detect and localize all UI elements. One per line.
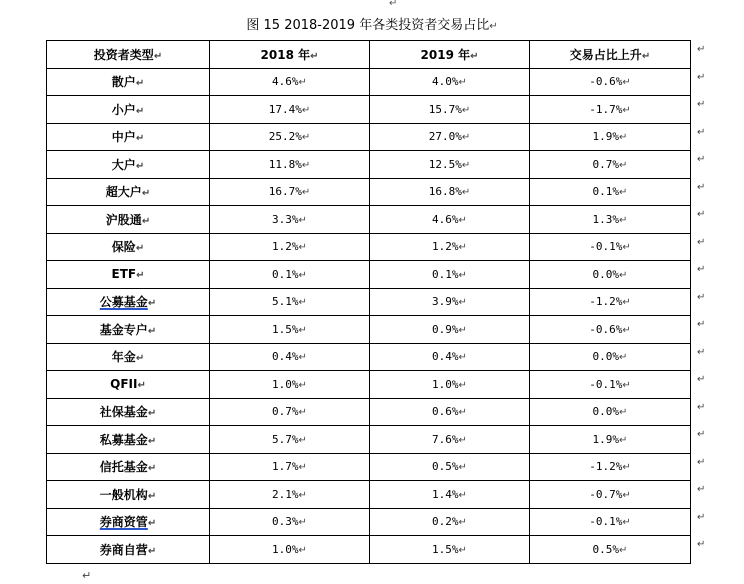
cell-mark: ↵ <box>310 50 319 62</box>
investor-type-cell-text: 散户 <box>111 75 136 90</box>
table-row <box>47 68 691 96</box>
cell-mark: ↵ <box>141 188 151 200</box>
cell-mark: ↵ <box>298 462 307 474</box>
investor-type-cell-text: 公募基金 <box>99 295 148 310</box>
investor-type-cell <box>47 371 210 399</box>
table-row <box>47 151 691 179</box>
table-row <box>47 481 691 509</box>
cell-mark: ↵ <box>619 269 628 281</box>
share-2019-cell-text: 1.0% <box>432 377 459 391</box>
investor-type-cell <box>47 481 210 509</box>
share-change-cell <box>530 508 691 536</box>
share-2019-cell <box>370 536 530 564</box>
share-2018-cell-text: 2.1% <box>272 487 299 501</box>
share-change-cell <box>530 151 691 179</box>
share-change-cell-text: -0.6% <box>589 322 623 336</box>
cell-mark: ↵ <box>298 434 307 446</box>
table-caption <box>0 14 744 33</box>
header-change: 交易占比上升↵ <box>530 41 691 69</box>
table-row <box>47 426 691 454</box>
share-change-cell <box>530 178 691 206</box>
cell-mark: ↵ <box>641 50 651 62</box>
cell-mark: ↵ <box>298 544 307 556</box>
cell-mark: ↵ <box>458 489 467 501</box>
investor-type-cell <box>47 288 210 316</box>
cell-mark: ↵ <box>461 159 471 171</box>
share-2019-cell-text: 0.9% <box>432 322 459 336</box>
cell-mark: ↵ <box>135 133 145 145</box>
share-2018-cell <box>210 453 370 481</box>
table-row <box>47 343 691 371</box>
header-2018: 2018 年↵ <box>210 41 370 69</box>
share-2018-cell-text: 5.1% <box>272 295 299 309</box>
cell-mark: ↵ <box>137 380 146 392</box>
share-2018-cell <box>210 123 370 151</box>
cell-mark: ↵ <box>298 324 307 336</box>
share-2019-cell-text: 0.6% <box>432 405 459 419</box>
share-2018-cell-text: 1.7% <box>272 460 299 474</box>
investor-type-cell <box>47 123 210 151</box>
cell-mark: ↵ <box>135 353 145 365</box>
cell-mark: ↵ <box>147 408 157 420</box>
cell-mark: ↵ <box>147 325 157 337</box>
share-change-cell-text: -1.7% <box>589 102 623 116</box>
caption-text: 图 15 2018-2019 年各类投资者交易占比 <box>246 18 490 33</box>
paragraph-mark: ↵ <box>82 569 92 582</box>
investor-type-cell-text: 年金 <box>111 350 136 365</box>
share-change-cell-text: 0.0% <box>592 350 620 364</box>
cell-mark: ↵ <box>622 517 631 529</box>
share-change-cell <box>530 453 691 481</box>
share-2019-cell <box>370 151 530 179</box>
share-2018-cell <box>210 206 370 234</box>
investor-type-cell-text: 保险 <box>111 240 136 255</box>
investor-type-cell <box>47 508 210 536</box>
share-2018-cell <box>210 68 370 96</box>
row-end-mark: ↵ <box>697 181 706 193</box>
share-2019-cell-text: 16.8% <box>428 185 462 199</box>
share-2018-cell <box>210 371 370 399</box>
share-change-cell-text: -0.1% <box>589 240 623 254</box>
investor-type-cell-text: 沪股通 <box>105 212 142 227</box>
cell-mark: ↵ <box>622 462 631 474</box>
share-change-cell-text: 1.9% <box>592 130 620 144</box>
share-2018-cell <box>210 481 370 509</box>
cell-mark: ↵ <box>458 214 467 226</box>
investor-type-cell <box>47 343 210 371</box>
row-end-mark: ↵ <box>697 71 706 83</box>
cell-mark: ↵ <box>619 159 628 171</box>
cell-mark: ↵ <box>619 407 628 419</box>
share-change-cell <box>530 233 691 261</box>
cell-mark: ↵ <box>298 407 307 419</box>
share-change-cell-text: 0.5% <box>592 542 620 556</box>
investor-type-cell <box>47 261 210 289</box>
share-2018-cell-text: 17.4% <box>268 102 302 116</box>
row-end-mark: ↵ <box>697 346 706 358</box>
share-change-cell-text: 0.1% <box>592 185 620 199</box>
share-change-cell <box>530 343 691 371</box>
paragraph-mark: ↵ <box>389 0 398 9</box>
share-2018-cell <box>210 343 370 371</box>
cell-mark: ↵ <box>622 297 631 309</box>
share-change-cell-text: 1.3% <box>592 212 620 226</box>
cell-mark: ↵ <box>147 518 157 530</box>
table-row <box>47 453 691 481</box>
share-2019-cell <box>370 481 530 509</box>
share-2018-cell-text: 0.1% <box>272 267 299 281</box>
cell-mark: ↵ <box>147 490 157 502</box>
share-change-cell <box>530 316 691 344</box>
cell-mark: ↵ <box>298 77 307 89</box>
share-2018-cell-text: 0.3% <box>272 515 299 529</box>
row-end-mark: ↵ <box>697 456 706 468</box>
cell-mark: ↵ <box>622 379 631 391</box>
share-2018-cell <box>210 426 370 454</box>
table-row <box>47 178 691 206</box>
share-change-cell-text: -1.2% <box>589 460 623 474</box>
investor-type-cell-text: 中户 <box>111 130 136 145</box>
cell-mark: ↵ <box>458 242 467 254</box>
cell-mark: ↵ <box>301 159 311 171</box>
share-2018-cell-text: 16.7% <box>268 185 302 199</box>
share-2018-cell-text: 25.2% <box>268 130 302 144</box>
share-change-cell-text: 1.9% <box>592 432 620 446</box>
share-change-cell-text: -0.6% <box>589 75 623 89</box>
share-2018-cell-text: 5.7% <box>272 432 299 446</box>
investor-type-cell-text: 信托基金 <box>99 460 148 475</box>
table-row <box>47 536 691 564</box>
share-2018-cell <box>210 398 370 426</box>
investor-type-cell <box>47 233 210 261</box>
share-2018-cell-text: 1.5% <box>272 322 299 336</box>
share-change-cell <box>530 288 691 316</box>
share-2019-cell <box>370 316 530 344</box>
cell-mark: ↵ <box>298 214 307 226</box>
share-2018-cell-text: 3.3% <box>272 212 299 226</box>
share-2019-cell <box>370 68 530 96</box>
investor-type-cell-text: 大户 <box>111 157 136 172</box>
row-end-mark: ↵ <box>697 429 706 440</box>
cell-mark: ↵ <box>458 462 467 474</box>
share-2019-cell <box>370 123 530 151</box>
cell-mark: ↵ <box>298 517 307 529</box>
cell-mark: ↵ <box>458 77 467 89</box>
cell-mark: ↵ <box>135 105 145 117</box>
row-end-mark: ↵ <box>697 539 706 550</box>
investor-trading-share-table <box>46 40 691 564</box>
share-change-cell <box>530 206 691 234</box>
table-header-row <box>47 41 691 69</box>
table-row <box>47 96 691 124</box>
share-2019-cell-text: 12.5% <box>428 157 462 171</box>
share-2018-cell <box>210 151 370 179</box>
share-2018-cell-text: 0.4% <box>272 350 299 364</box>
cell-mark: ↵ <box>622 242 631 254</box>
table-row <box>47 398 691 426</box>
table-row <box>47 508 691 536</box>
cell-mark: ↵ <box>622 104 631 116</box>
table-row <box>47 371 691 399</box>
cell-mark: ↵ <box>619 544 628 556</box>
cell-mark: ↵ <box>461 132 471 144</box>
table-row <box>47 316 691 344</box>
share-2018-cell <box>210 178 370 206</box>
share-2019-cell <box>370 96 530 124</box>
investor-type-cell-text: 超大户 <box>105 185 142 200</box>
investor-type-cell <box>47 178 210 206</box>
share-2018-cell <box>210 233 370 261</box>
investor-type-cell <box>47 316 210 344</box>
table-row <box>47 261 691 289</box>
investor-type-cell-text: 券商自营 <box>99 542 148 557</box>
cell-mark: ↵ <box>298 269 307 281</box>
investor-type-cell <box>47 453 210 481</box>
cell-mark: ↵ <box>298 379 307 391</box>
share-change-cell-text: -0.1% <box>589 515 623 529</box>
share-2019-cell-text: 1.5% <box>432 542 459 556</box>
share-2019-cell <box>370 426 530 454</box>
cell-mark: ↵ <box>619 434 628 446</box>
row-end-mark: ↵ <box>697 154 706 165</box>
share-2018-cell <box>210 288 370 316</box>
cell-mark: ↵ <box>136 270 145 282</box>
share-change-cell-text: 0.7% <box>592 157 620 171</box>
row-end-mark: ↵ <box>697 511 706 523</box>
share-change-cell-text: -1.2% <box>589 295 623 309</box>
row-end-mark: ↵ <box>697 126 706 138</box>
share-2019-cell <box>370 178 530 206</box>
cell-mark: ↵ <box>619 214 628 226</box>
share-2019-cell-text: 0.2% <box>432 515 459 529</box>
share-change-cell <box>530 96 691 124</box>
cell-mark: ↵ <box>298 297 307 309</box>
cell-mark: ↵ <box>458 269 467 281</box>
share-2019-cell <box>370 398 530 426</box>
share-change-cell-text: -0.1% <box>589 377 623 391</box>
investor-type-cell <box>47 96 210 124</box>
cell-mark: ↵ <box>458 434 467 446</box>
share-change-cell-text: 0.0% <box>592 405 620 419</box>
share-change-cell <box>530 398 691 426</box>
share-2019-cell-text: 27.0% <box>428 130 462 144</box>
investor-type-cell-text: 私募基金 <box>99 432 148 447</box>
row-end-mark: ↵ <box>697 236 706 248</box>
share-2019-cell-text: 1.2% <box>432 240 459 254</box>
cell-mark: ↵ <box>135 243 145 255</box>
share-2018-cell-text: 1.0% <box>272 542 299 556</box>
investor-type-cell-text: 小户 <box>111 102 136 117</box>
cell-mark: ↵ <box>458 544 467 556</box>
investor-type-cell-text: 社保基金 <box>99 405 148 420</box>
cell-mark: ↵ <box>458 517 467 529</box>
share-2018-cell <box>210 96 370 124</box>
cell-mark: ↵ <box>619 132 628 144</box>
investor-type-cell-text: ETF <box>111 267 137 282</box>
table-row <box>47 288 691 316</box>
cell-mark: ↵ <box>470 50 479 62</box>
table-row <box>47 206 691 234</box>
header-2019: 2019 年↵ <box>370 41 530 69</box>
share-2018-cell <box>210 261 370 289</box>
cell-mark: ↵ <box>301 132 311 144</box>
cell-mark: ↵ <box>301 187 311 199</box>
share-2019-cell-text: 7.6% <box>432 432 459 446</box>
share-change-cell <box>530 123 691 151</box>
share-2019-cell <box>370 508 530 536</box>
share-2019-cell <box>370 261 530 289</box>
cell-mark: ↵ <box>301 104 311 116</box>
investor-type-cell <box>47 206 210 234</box>
cell-mark: ↵ <box>147 463 157 475</box>
investor-type-cell <box>47 68 210 96</box>
cell-mark: ↵ <box>298 242 307 254</box>
cell-mark: ↵ <box>622 77 631 89</box>
share-2019-cell-text: 15.7% <box>428 102 462 116</box>
share-2019-cell <box>370 453 530 481</box>
share-2019-cell <box>370 288 530 316</box>
cell-mark: ↵ <box>147 435 157 447</box>
cell-mark: ↵ <box>458 297 467 309</box>
investor-type-cell-text: 券商资管 <box>99 515 148 530</box>
row-end-mark: ↵ <box>697 99 706 110</box>
cell-mark: ↵ <box>147 545 157 557</box>
row-end-mark: ↵ <box>697 401 706 413</box>
cell-mark: ↵ <box>461 104 471 116</box>
share-change-cell <box>530 481 691 509</box>
investor-type-cell-text: 一般机构 <box>99 487 148 502</box>
share-2018-cell <box>210 508 370 536</box>
share-2018-cell-text: 1.2% <box>272 240 299 254</box>
share-change-cell-text: 0.0% <box>592 267 620 281</box>
investor-type-cell <box>47 536 210 564</box>
investor-type-cell <box>47 426 210 454</box>
cell-mark: ↵ <box>153 50 163 62</box>
share-2018-cell-text: 4.6% <box>272 75 299 89</box>
row-end-mark: ↵ <box>697 319 706 330</box>
share-2019-cell-text: 0.4% <box>432 350 459 364</box>
share-2019-cell <box>370 343 530 371</box>
share-2019-cell-text: 4.0% <box>432 75 459 89</box>
share-change-cell <box>530 536 691 564</box>
cell-mark: ↵ <box>622 489 631 501</box>
row-end-mark: ↵ <box>697 264 706 275</box>
share-2019-cell-text: 0.5% <box>432 460 459 474</box>
share-change-cell-text: -0.7% <box>589 487 623 501</box>
share-change-cell <box>530 68 691 96</box>
table-row <box>47 123 691 151</box>
share-2019-cell-text: 4.6% <box>432 212 459 226</box>
cell-mark: ↵ <box>298 352 307 364</box>
row-end-mark: ↵ <box>697 209 706 220</box>
paragraph-mark: ↵ <box>489 21 498 32</box>
share-2019-cell-text: 3.9% <box>432 295 459 309</box>
row-end-mark: ↵ <box>697 484 706 495</box>
cell-mark: ↵ <box>141 215 151 227</box>
cell-mark: ↵ <box>135 78 145 90</box>
share-2019-cell-text: 0.1% <box>432 267 459 281</box>
cell-mark: ↵ <box>461 187 471 199</box>
share-2019-cell <box>370 371 530 399</box>
investor-type-cell <box>47 398 210 426</box>
row-end-mark: ↵ <box>697 291 706 303</box>
share-2018-cell-text: 11.8% <box>268 157 302 171</box>
share-2019-cell <box>370 206 530 234</box>
share-change-cell <box>530 371 691 399</box>
cell-mark: ↵ <box>458 324 467 336</box>
cell-mark: ↵ <box>458 352 467 364</box>
cell-mark: ↵ <box>298 489 307 501</box>
share-2018-cell <box>210 536 370 564</box>
share-2018-cell-text: 0.7% <box>272 405 299 419</box>
row-end-mark: ↵ <box>697 44 706 55</box>
share-2018-cell-text: 1.0% <box>272 377 299 391</box>
row-end-mark: ↵ <box>697 374 706 385</box>
cell-mark: ↵ <box>619 352 628 364</box>
investor-type-cell-text: QFII <box>110 377 138 392</box>
cell-mark: ↵ <box>458 379 467 391</box>
cell-mark: ↵ <box>458 407 467 419</box>
share-change-cell <box>530 426 691 454</box>
cell-mark: ↵ <box>147 298 157 310</box>
share-2018-cell <box>210 316 370 344</box>
share-change-cell <box>530 261 691 289</box>
header-investor-type: 投资者类型↵ <box>47 41 210 69</box>
cell-mark: ↵ <box>622 324 631 336</box>
cell-mark: ↵ <box>619 187 628 199</box>
cell-mark: ↵ <box>135 160 145 172</box>
investor-type-cell <box>47 151 210 179</box>
investor-type-cell-text: 基金专户 <box>99 322 148 337</box>
share-2019-cell-text: 1.4% <box>432 487 459 501</box>
table-row <box>47 233 691 261</box>
share-2019-cell <box>370 233 530 261</box>
